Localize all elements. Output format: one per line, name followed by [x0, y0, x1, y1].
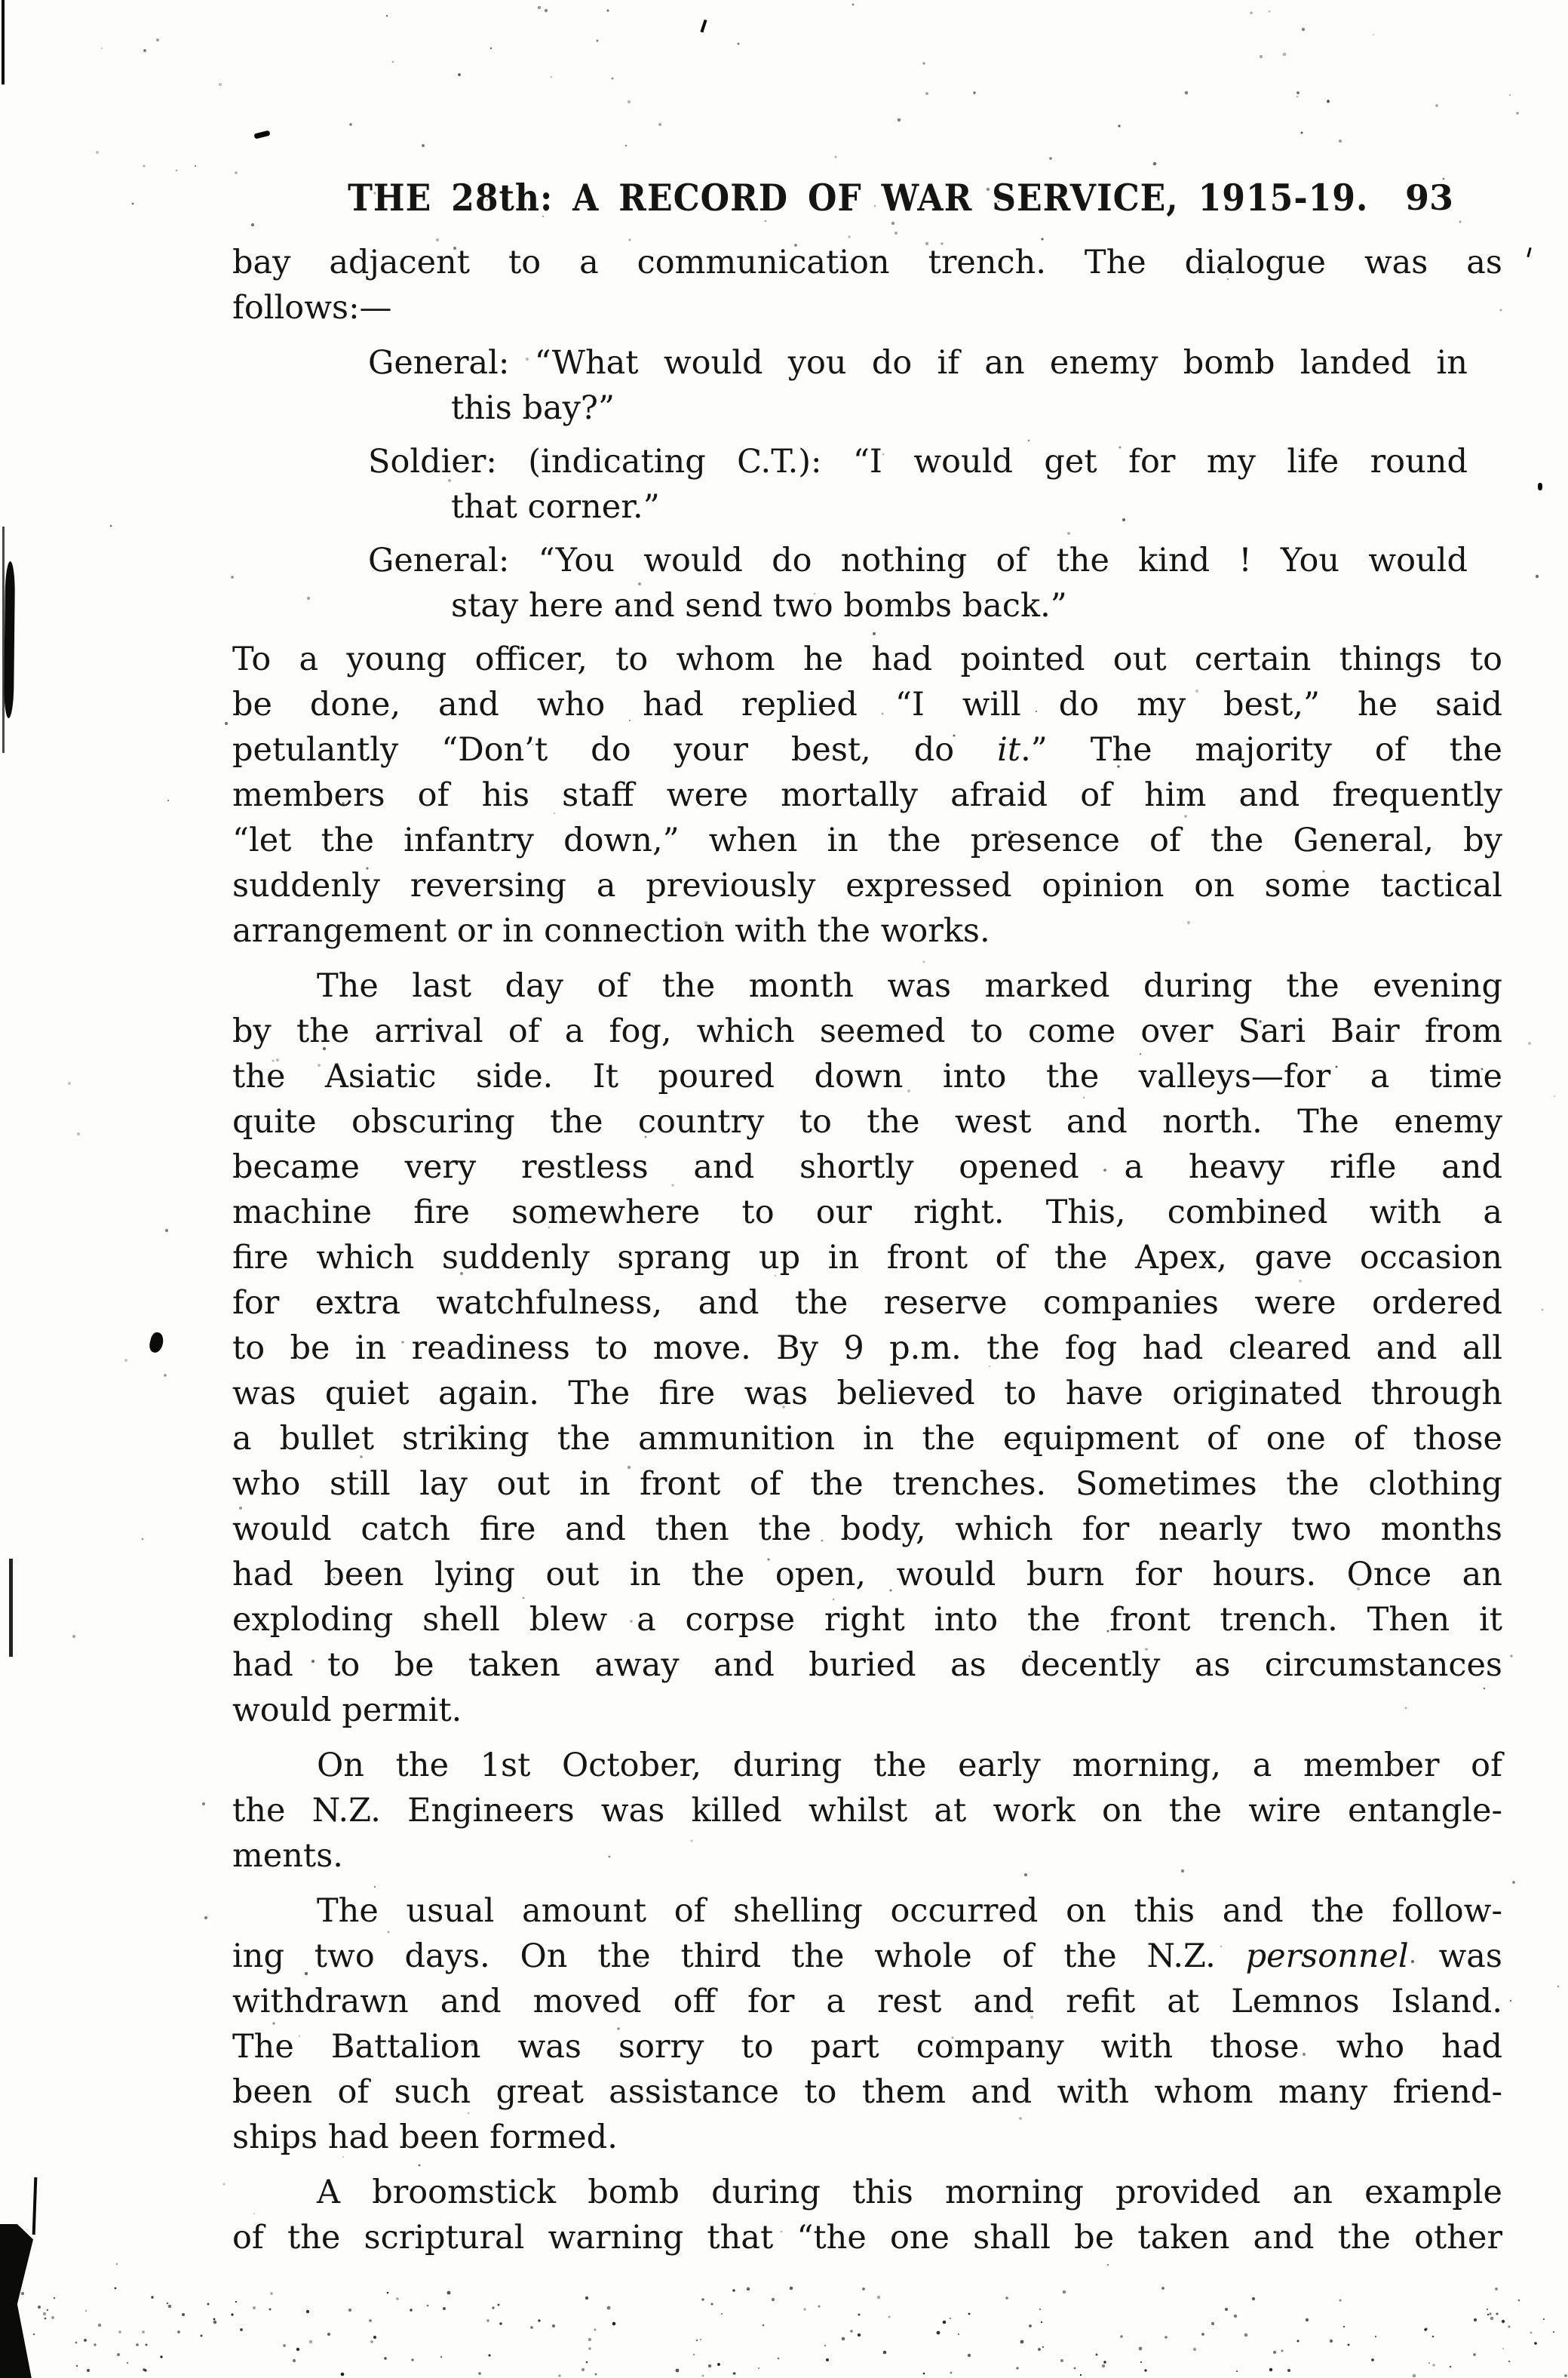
running-title: THE 28th: A RECORD OF WAR SERVICE, 1915-19. — [348, 176, 1369, 220]
body-text — [232, 240, 1502, 2270]
text-line: stay here and send two bombs back.” — [451, 587, 1067, 625]
text-line: been of such great assistance to them and with whom many friend- — [232, 2073, 1502, 2111]
scan-artifact-tick-top — [700, 20, 707, 32]
scan-artifact-left-line-lower — [9, 1559, 13, 1657]
text-line: petulantly “Don’t do your best, do it.” The majority of the — [232, 731, 1502, 769]
scan-artifact-corner-line — [32, 2177, 38, 2235]
page-header — [0, 177, 1568, 219]
scan-artifact-tick-right-1 — [1527, 247, 1531, 257]
text-line: exploding shell blew a corpse right into the front trench. Then it — [232, 1601, 1502, 1639]
text-line: fire which suddenly sprang up in front of the Apex, gave occasion — [232, 1239, 1502, 1277]
dialogue-entry — [368, 439, 1468, 530]
text-line: to be in readiness to move. By 9 p.m. the fog had cleared and all — [232, 1329, 1502, 1367]
text-line: The Battalion was sorry to part company with those who had — [232, 2028, 1502, 2066]
paragraph — [232, 1743, 1502, 1879]
text-line: had been lying out in the open, would burn for hours. Once an — [232, 1556, 1502, 1593]
dialogue-entry — [368, 340, 1468, 431]
text-line: would permit. — [232, 1691, 462, 1729]
text-line: be done, and who had replied “I will do my best,” he said — [232, 686, 1502, 724]
text-line: machine fire somewhere to our right. This, combined with a — [232, 1194, 1502, 1231]
text-line: became very restless and shortly opened a heavy rifle and — [232, 1148, 1502, 1186]
scan-artifact-left-line-top — [2, 0, 5, 84]
text-line: To a young officer, to whom he had pointed out certain things to — [232, 641, 1502, 678]
text-line: withdrawn and moved off for a rest and refit at Lemnos Island. — [232, 1983, 1502, 2020]
text-line: ing two days. On the third the whole of the N.Z. personnel was — [232, 1937, 1502, 1975]
text-line: ments. — [232, 1837, 343, 1875]
text-line: The usual amount of shelling occurred on this and the follow- — [317, 1892, 1502, 1930]
text-line: ships had been formed. — [232, 2118, 618, 2156]
text-line: was quiet again. The fire was believed to have originated through — [232, 1375, 1502, 1412]
text-line: would catch fire and then the body, which for nearly two months — [232, 1510, 1502, 1548]
text-line: who still lay out in front of the trenches. Sometimes the clothing — [232, 1465, 1502, 1503]
paragraph — [232, 240, 1502, 330]
paragraph — [232, 2170, 1502, 2260]
text-line: had to be taken away and buried as decently as circumstances — [232, 1646, 1502, 1684]
text-line: “let the infantry down,” when in the presence of the General, by — [232, 822, 1502, 859]
scan-artifact-margin-ink-blob — [148, 1331, 165, 1353]
text-line: A broomstick bomb during this morning provided an example — [317, 2174, 1502, 2211]
text-line: quite obscuring the country to the west and north. The enemy — [232, 1103, 1502, 1141]
text-line: General: “You would do nothing of the kind ! You would — [368, 542, 1468, 579]
paragraph — [232, 637, 1502, 954]
text-line: General: “What would you do if an enemy bomb landed in — [368, 344, 1468, 382]
page-number: 93 — [1404, 177, 1453, 218]
scan-artifact-dash-mark — [253, 131, 270, 140]
text-line: Soldier: (indicating C.T.): “I would get for my life round — [368, 443, 1468, 481]
scan-artifact-left-streak — [4, 561, 15, 718]
text-line: by the arrival of a fog, which seemed to come over Sari Bair from — [232, 1012, 1502, 1050]
text-line: a bullet striking the ammunition in the equipment of one of those — [232, 1420, 1502, 1458]
text-line: suddenly reversing a previously expressed opinion on some tactical — [232, 867, 1502, 905]
text-line: that corner.” — [451, 488, 660, 526]
text-line: arrangement or in connection with the works. — [232, 912, 990, 950]
text-line: bay adjacent to a communication trench. The dialogue was as — [232, 244, 1502, 281]
text-line: The last day of the month was marked during the evening — [317, 967, 1502, 1005]
scan-artifact-tick-right-2 — [1538, 483, 1542, 490]
paragraph — [232, 1888, 1502, 2160]
text-line: the Asiatic side. It poured down into the valleys—for a time — [232, 1058, 1502, 1095]
paragraph — [232, 963, 1502, 1733]
text-line: members of his staff were mortally afraid of him and frequently — [232, 776, 1502, 814]
text-line: of the scriptural warning that “the one shall be taken and the other — [232, 2219, 1502, 2257]
dialogue-entry — [368, 538, 1468, 628]
scan-artifact-corner-blob — [0, 2224, 33, 2378]
text-line: On the 1st October, during the early morning, a member of — [317, 1747, 1502, 1784]
text-line: for extra watchfulness, and the reserve companies were ordered — [232, 1284, 1502, 1322]
text-line: the N.Z. Engineers was killed whilst at work on the wire entangle- — [232, 1792, 1502, 1830]
text-line: this bay?” — [451, 389, 615, 427]
text-line: follows:— — [232, 289, 392, 327]
